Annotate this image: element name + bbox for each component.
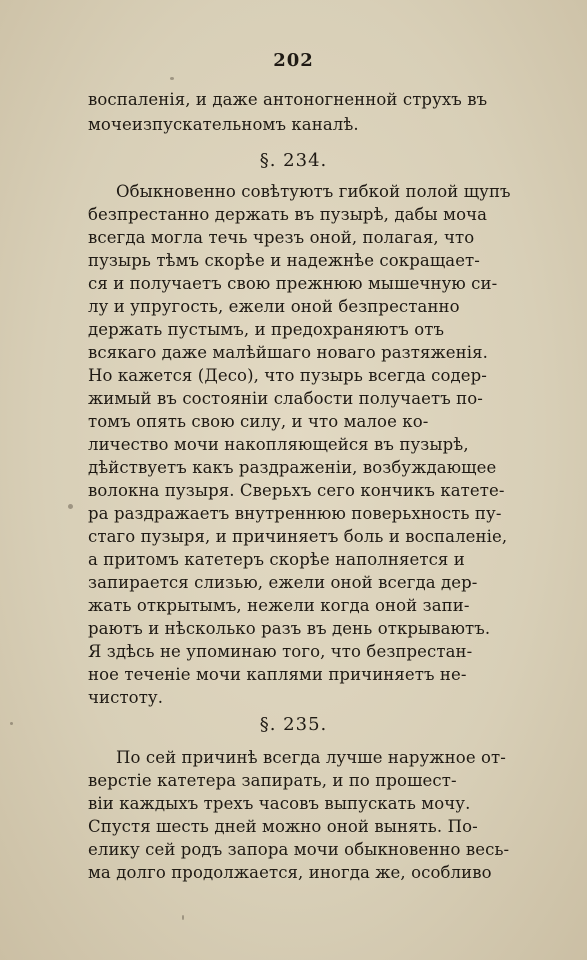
intro-line-2: мочеизпускательномъ каналѣ. xyxy=(88,115,359,134)
text-line: ра раздражаетъ внутреннюю поверьхность пу- xyxy=(88,504,502,523)
text-line: томъ опять свою силу, и что малое ко- xyxy=(88,412,429,431)
text-line: держать пустымъ, и предохраняютъ отъ xyxy=(88,320,445,339)
text-line: Но кажется (Десо), что пузырь всегда содер- xyxy=(88,366,487,385)
section-234-heading: §. 234. xyxy=(259,150,328,171)
text-line: а притомъ катетеръ скорѣе наполняется и xyxy=(88,550,465,569)
text-line: ма долго продолжается, иногда же, особливо xyxy=(88,863,492,882)
text-line: всегда могла течь чрезъ оной, полагая, что xyxy=(88,228,475,247)
text-line: личество мочи накопляющейся въ пузырѣ, xyxy=(88,435,469,454)
text-line: Я здѣсь не упоминаю того, что безпрестан- xyxy=(88,642,473,661)
page-number: 202 xyxy=(273,50,314,71)
paper-speck xyxy=(10,722,13,725)
text-line: жать открытымъ, нежели когда оной запи- xyxy=(88,596,470,615)
text-line: стаго пузыря, и причиняетъ боль и воспаленіе, xyxy=(88,527,508,546)
text-line: По сей причинѣ всегда лучше наружное от- xyxy=(116,748,506,767)
text-line: Обыкновенно совѣтуютъ гибкой полой щупъ xyxy=(116,182,511,201)
paper-speck xyxy=(182,915,184,920)
text-line: жимый въ состояніи слабости получаетъ по- xyxy=(88,389,483,408)
text-line: безпрестанно держать въ пузырѣ, дабы моча xyxy=(88,205,488,224)
text-line: раютъ и нѣсколько разъ въ день открываютъ. xyxy=(88,619,491,638)
section-235-heading: §. 235. xyxy=(259,714,328,735)
text-line: запирается слизью, ежели оной всегда дер- xyxy=(88,573,478,592)
text-line: ное теченіе мочи каплями причиняетъ не- xyxy=(88,665,467,684)
text-line: дѣйствуетъ какъ раздраженіи, возбуждающее xyxy=(88,458,497,477)
text-line: волокна пузыря. Сверьхъ сего кончикъ катете- xyxy=(88,481,505,500)
text-line: верстіе катетера запирать, и по прошест- xyxy=(88,771,457,790)
paper-speck xyxy=(68,504,73,509)
text-line: всякаго даже малѣйшаго новаго разтяженія. xyxy=(88,343,488,362)
text-line: чистоту. xyxy=(88,688,164,707)
intro-line-1: воспаленія, и даже антоногненной струхъ въ xyxy=(88,90,488,109)
text-line: ся и получаетъ свою прежнюю мышечную си- xyxy=(88,274,498,293)
text-line: Спустя шесть дней можно оной вынять. По- xyxy=(88,817,478,836)
text-line: лу и упругость, ежели оной безпрестанно xyxy=(88,297,460,316)
paper-speck xyxy=(170,77,174,80)
text-line: віи каждыхъ трехъ часовъ выпускать мочу. xyxy=(88,794,471,813)
text-line: пузырь тѣмъ скорѣе и надежнѣе сокращает- xyxy=(88,251,480,270)
text-line: елику сей родъ запора мочи обыкновенно весь- xyxy=(88,840,510,859)
